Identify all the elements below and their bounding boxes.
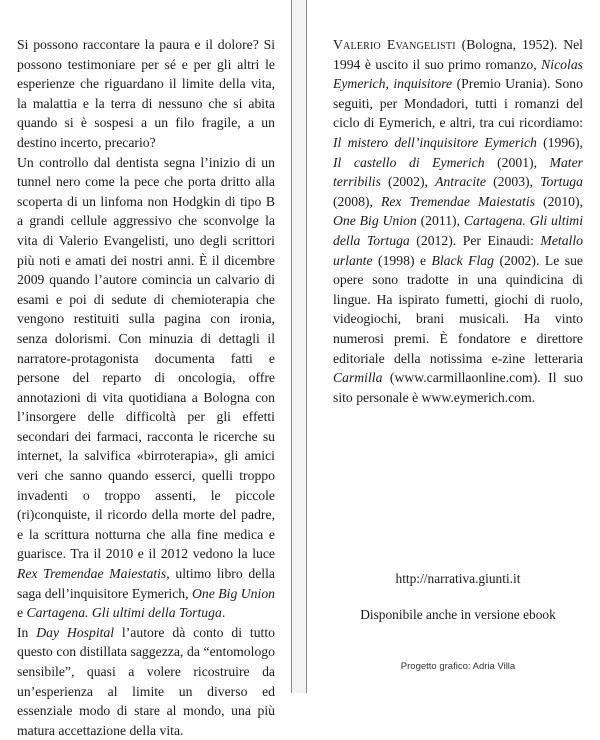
book-title: Day Hospital (36, 624, 115, 640)
book-title: Antracite (435, 174, 486, 190)
book-title: Rex Tremendae Maiestatis (381, 193, 536, 209)
book-title: Cartagena. Gli ultimi della Tortuga (333, 213, 583, 248)
book-title: Nicolas Eymerich, inquisitore (333, 56, 583, 92)
bio-text-span: (2003), (486, 174, 541, 190)
ezine-title: Carmilla (333, 370, 383, 386)
author-column (333, 35, 583, 407)
book-title: One Big Union (192, 585, 276, 601)
bio-text-span: (Premio Urania). Sono seguiti, per Mondadori, tutti i romanzi del ciclo di Eymerich, e altri, tra cui ricordiamo: (333, 76, 583, 131)
publisher-website: http://narrativa.giunti.it (395, 571, 521, 586)
author-name: Valerio Evangelisti (333, 37, 456, 52)
synopsis-paragraph-2 (17, 153, 275, 623)
bio-text-span: (1996), (536, 134, 583, 150)
synopsis-paragraph-3 (17, 623, 275, 740)
synopsis-text-span: . (221, 605, 226, 621)
synopsis-paragraph-1 (17, 35, 275, 153)
bio-text-span: (2010), (535, 193, 584, 209)
book-title: One Big Union (333, 213, 417, 229)
bio-text-span: (Bologna, 1952). Nel 1994 è uscito il suo primo romanzo, (333, 37, 583, 72)
synopsis-text-span: Un controllo dal dentista segna l’inizio di un tunnel nero come la pece che porta dritto alla scoperta di un linfoma non Hodgkin di tipo B a grandi cellule aggressivo che sconvolge la vita di Valerio Evangelisti, uno degli scrittori più noti e amati dei nostri anni. È il dicembre 2009 quando l’autore comincia un calvario di esami e poi di sedute di chemioterapia che vengono restituiti sulla pagina con ironia, senza dolorismi. Con minuzia di dettagli il narratore-protagonista documenta fatti e persone del reparto di oncologia, offre annotazioni di vita quotidiana a Bologna con l’insorgere delle difficoltà per gli effetti secondari dei farmaci, racconta le ricerche su internet, la salvifica «birroterapia», gli amici veri che sanno quando esserci, quelli troppo invadenti o troppo assenti, le piccole (ri)conquiste, il ricordo della morte del padre, e la scrittura notturna che alla fine medica e guarisce. Tra il 2010 e il 2012 vedono la luce (17, 154, 275, 562)
author-bio (333, 35, 583, 407)
book-title: Il castello di Eymerich (333, 154, 485, 170)
synopsis-text (17, 35, 275, 740)
bio-text-span: (2002). Le sue opere sono tradotte in una quindicina di lingue. Ha ispirato fumetti, giochi di ruolo, videogiochi, brani musicali. Ha vinto numerosi premi. È fondatore e direttore editoriale della notissima e-zine letteraria (333, 252, 583, 366)
synopsis-text-span: e (17, 605, 27, 621)
synopsis-text-span: Si possono raccontare la paura e il dolore? Si possono testimoniare per sé e per gli altri le esperienze che riguardano il limite della vita, la malattia e la terra di nessuno che si abita quando si è sospesi a un filo fragile, a un destino incerto, precario? (17, 37, 275, 150)
bio-text-span: (2002), (380, 174, 436, 190)
bio-text-span: (2011), (416, 213, 464, 229)
bio-text-span: (2001), (484, 154, 550, 170)
book-title: Mater terribilis (333, 154, 583, 190)
flap-gap (292, 0, 306, 693)
ebook-availability: Disponibile anche in versione ebook (360, 607, 556, 622)
synopsis-text-span: l’autore dà conto di tutto questo con distillata saggezza, da “entomologo sensibile”, quasi a volere ricostruire da un’esperienza al limite un diverso ed essenziale modo di stare al mondo, una più matura accettazione della vita. (17, 624, 275, 738)
design-credit: Progetto grafico: Adria Villa (400, 661, 516, 672)
bio-text-span: (www.carmillaonline.com). Il suo sito personale è www.eymerich.com. (333, 370, 583, 405)
book-title: Tortuga (540, 174, 583, 190)
book-title: Il mistero dell’inquisitore Eymerich (333, 134, 537, 150)
book-title: Metallo urlante (333, 232, 583, 268)
book-title: Rex Tremendae Maiestatis (17, 566, 167, 582)
synopsis-text-span: , ultimo libro della saga dell’inquisitore Eymerich, (17, 566, 275, 601)
bio-text-span: (2008), (333, 193, 381, 209)
synopsis-text-span: In (17, 624, 37, 640)
bio-text-span: (2012). Per Einaudi: (409, 232, 541, 248)
bio-text-span: (1998) e (372, 252, 432, 268)
book-title: Cartagena. Gli ultimi della Tortuga (26, 605, 222, 621)
book-title: Black Flag (431, 252, 494, 268)
